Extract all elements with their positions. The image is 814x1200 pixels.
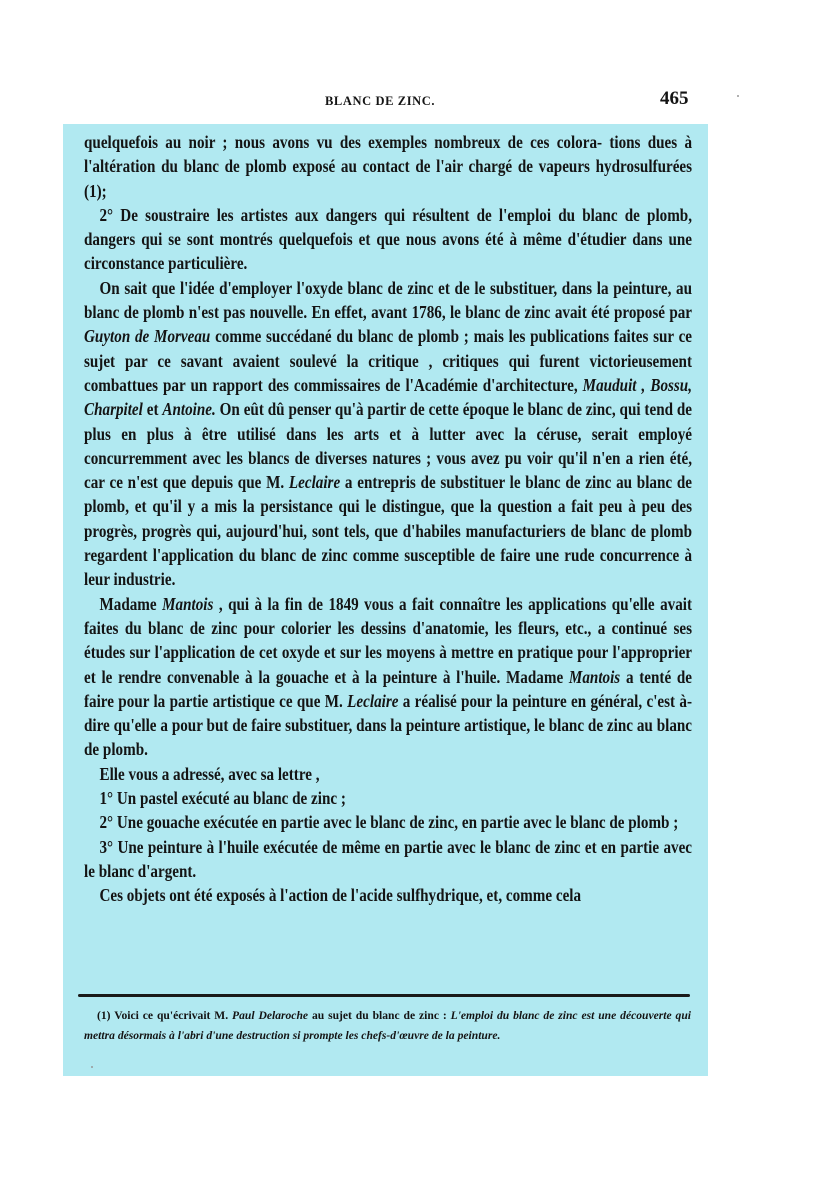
paragraph: 1° Un pastel exécuté au blanc de zinc ; (99, 788, 346, 809)
paragraph: 2° De soustraire les artistes aux dangers qui résultent de l'emploi du blanc de plomb, dangers qui se sont montrés quelquefois et que nous avons été à même d'étudier dans une circonstance particulière. (84, 204, 693, 274)
footnote-rule (78, 994, 690, 997)
scan-speck (91, 1066, 93, 1068)
paragraph: 3° Une peinture à l'huile exécutée de même en partie avec le blanc de zinc et en partie avec le blanc d'argent. (84, 836, 693, 881)
running-title: BLANC DE ZINC. (325, 94, 436, 108)
paragraph: Elle vous a adressé, avec sa lettre , (99, 763, 320, 784)
running-head (0, 88, 814, 118)
paragraph: Madame Mantois , qui à la fin de 1849 vous a fait connaître les applications qu'elle avait faites du blanc de zinc pour colorier les dessins d'anatomie, les fleurs, etc., a continué ses études sur l'application de cet oxyde et sur les moyens à mettre en pratique pour l'approprier et le rendre convenable à la gouache et à la peinture à l'huile. Madame Mantois a tenté de faire pour la partie artistique ce que M. Leclaire a réalisé pour la peinture en général, c'est à-dire qu'elle a pour but de faire substituer, dans la peinture artistique, le blanc de zinc au blanc de plomb. (84, 593, 693, 760)
body-text (84, 130, 692, 908)
footnote (84, 1006, 691, 1045)
scan-speck (737, 95, 739, 97)
footnote-text: (1) Voici ce qu'écrivait M. Paul Delaroche au sujet du blanc de zinc : L'emploi du blanc de zinc est une découverte qui mettra désormais à l'abri d'une destruction si prompte les chefs-d'œuvre de la peinture. (84, 1009, 692, 1042)
paragraph: 2° Une gouache exécutée en partie avec le blanc de zinc, en partie avec le blanc de plomb ; (99, 812, 679, 833)
paragraph: quelquefois au noir ; nous avons vu des exemples nombreux de ces colora- tions dues à l'altération du blanc de plomb exposé au contact de l'air chargé de vapeurs hydrosulfurées (1); (84, 132, 693, 201)
paragraph: Ces objets ont été exposés à l'action de l'acide sulfhydrique, et, comme cela (99, 885, 582, 906)
page-number: 465 (660, 88, 689, 109)
paragraph: On sait que l'idée d'employer l'oxyde blanc de zinc et de le substituer, dans la peinture, au blanc de plomb n'est pas nouvelle. En effet, avant 1786, le blanc de zinc avait été proposé par Guyton de Morveau comme succédané du blanc de plomb ; mais les publications faites sur ce sujet par ce savant avaient soulevé la critique , critiques qui furent victorieusement combattues par un rapport des commissaires de l'Académie d'architecture, Mauduit , Bossu, Charpitel et Antoine. On eût dû penser qu'à partir de cette époque le blanc de zinc, qui tend de plus en plus à être utilisé dans les arts et à lutter avec la céruse, serait employé concurremment avec les blancs de diverses natures ; vous avez pu voir qu'il n'en a rien été, car ce n'est que depuis que M. Leclaire a entrepris de substituer le blanc de zinc au blanc de plomb, et qu'il y a mis la persistance qui le distingue, que la question a fait peu à peu des progrès, progrès qui, aujourd'hui, sont tels, que d'habiles manufacturiers de blanc de plomb regardent l'application du blanc de zinc comme susceptible de faire une rude concurrence à leur industrie. (84, 277, 693, 590)
